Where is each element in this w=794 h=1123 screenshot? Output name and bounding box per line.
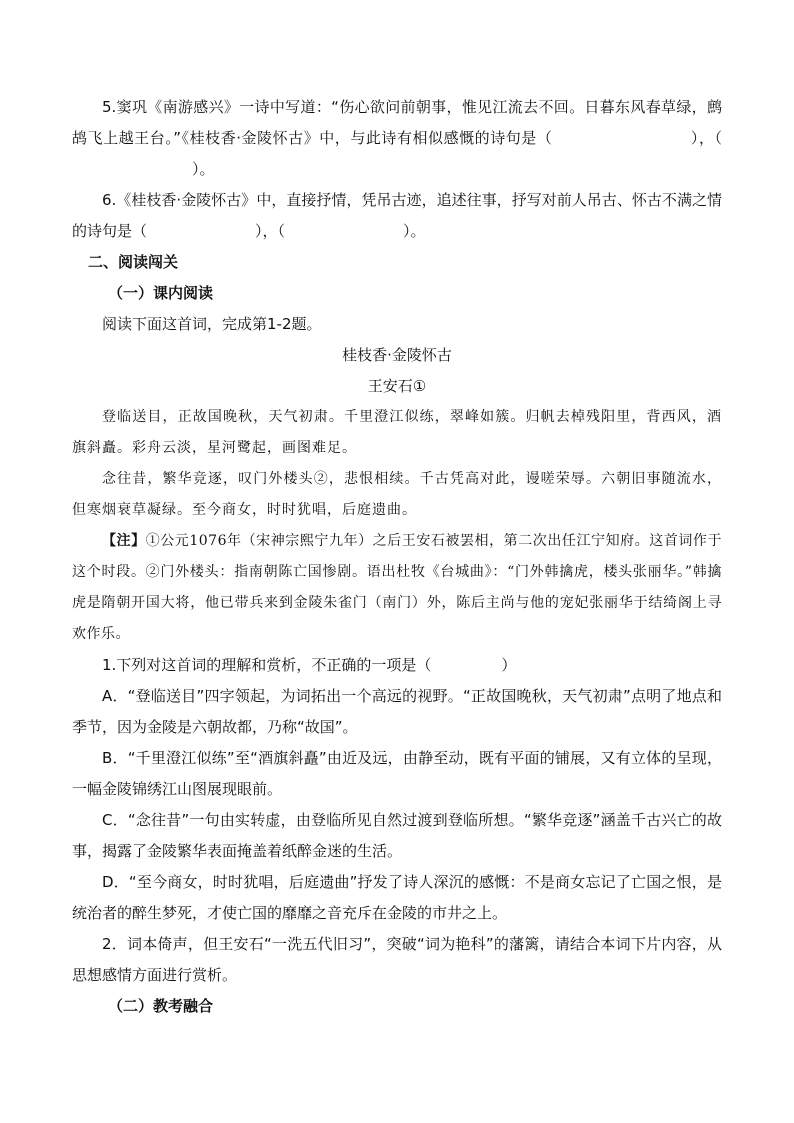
answer-blank[interactable] <box>147 222 255 236</box>
poem-stanza-2: 念往昔，繁华竞逐，叹门外楼头②，悲恨相续。千古凭高对此，谩嗟荣辱。六朝旧事随流水，但寒烟衰草凝绿。至今商女，时时犹唱，后庭遗曲。 <box>72 471 722 518</box>
option-c: C．“念往昔”一句由实转虚，由登临所见自然过渡到登临所想。“繁华竞逐”涵盖千古兴亡的故事，揭露了金陵繁华表面掩盖着纸醉金迷的生活。 <box>72 811 722 860</box>
reading-instruction: 阅读下面这首词，完成第1-2题。 <box>102 315 322 333</box>
document-page <box>72 92 722 1022</box>
section-heading-reading: 二、阅读闯关 <box>88 253 179 271</box>
note-tag: 【注】 <box>102 533 146 549</box>
note-text: ①公元1076年（宋神宗熙宁九年）之后王安石被罢相，第二次出任江宁知府。这首词作于这个时段。②门外楼头：指南朝陈亡国惨剧。语出杜牧《台城曲》：“门外韩擒虎，楼头张丽华。”韩擒虎是隋朝开国大将，他已带兵来到金陵朱雀门（南门）外，陈后主尚与他的宠妃张丽华于结绮阁上寻欢作乐。 <box>72 533 722 642</box>
question-6: 6.《桂枝香·金陵怀古》中，直接抒情，凭吊古迹，追述往事，抒写对前人吊古、怀古不满之情的诗句是（ ），（ ）。 <box>72 191 722 240</box>
q5-text: 5.窦巩《南游感兴》一诗中写道：“伤心欲问前朝事，惟见江流去不回。日暮东风春草绿，鹧鸪飞上越王台。”《桂枝香·金陵怀古》中，与此诗有相似感慨的诗句是（ <box>72 98 722 147</box>
poem-author: 王安石① <box>367 377 427 395</box>
q6-text: 6.《桂枝香·金陵怀古》中，直接抒情，凭吊古迹，追述往事，抒写对前人吊古、怀古不满之情的诗句是（ <box>72 191 722 240</box>
option-b: B．“千里澄江似练”至“酒旗斜矗”由近及远，由静至动，既有平面的铺展，又有立体的呈现，一幅金陵锦绣江山图展现眼前。 <box>72 749 722 798</box>
option-a: A．“登临送目”四字领起，为词拓出一个高远的视野。“正故国晚秋，天气初肃”点明了地点和季节，因为金陵是六朝故都，乃称“故国”。 <box>72 687 722 736</box>
question-5: 5.窦巩《南游感兴》一诗中写道：“伤心欲问前朝事，惟见江流去不回。日暮东风春草绿，鹧鸪飞上越王台。”《桂枝香·金陵怀古》中，与此诗有相似感慨的诗句是（ ），（）。 <box>72 98 722 178</box>
poem-title: 桂枝香·金陵怀古 <box>342 346 452 364</box>
answer-blank[interactable] <box>72 160 192 174</box>
poem-note <box>72 526 722 650</box>
question-2: 2．词本倚声，但王安石“一洗五代旧习”，突破“词为艳科”的藩篱，请结合本词下片内容，从思想感情方面进行赏析。 <box>72 935 722 984</box>
option-d: D．“至今商女，时时犹唱，后庭遗曲”抒发了诗人深沉的感慨：不是商女忘记了亡国之恨，是统治者的醉生梦死，才使亡国的靡靡之音充斥在金陵的市井之上。 <box>72 873 722 922</box>
answer-blank[interactable] <box>431 656 501 670</box>
answer-blank[interactable] <box>285 222 403 236</box>
answer-blank[interactable] <box>552 129 690 143</box>
subsection-heading-in-class: （一）课内阅读 <box>108 284 214 302</box>
question-1-stem: 1.下列对这首词的理解和赏析，不正确的一项是（ ） <box>102 656 517 674</box>
poem-stanza-1: 登临送目，正故国晚秋，天气初肃。千里澄江似练，翠峰如簇。归帆去棹残阳里，背西风，酒旗斜矗。彩舟云淡，星河鹭起，画图难足。 <box>72 409 722 456</box>
poem-body <box>72 402 722 526</box>
subsection-heading-integration: （二）教考融合 <box>108 997 214 1015</box>
